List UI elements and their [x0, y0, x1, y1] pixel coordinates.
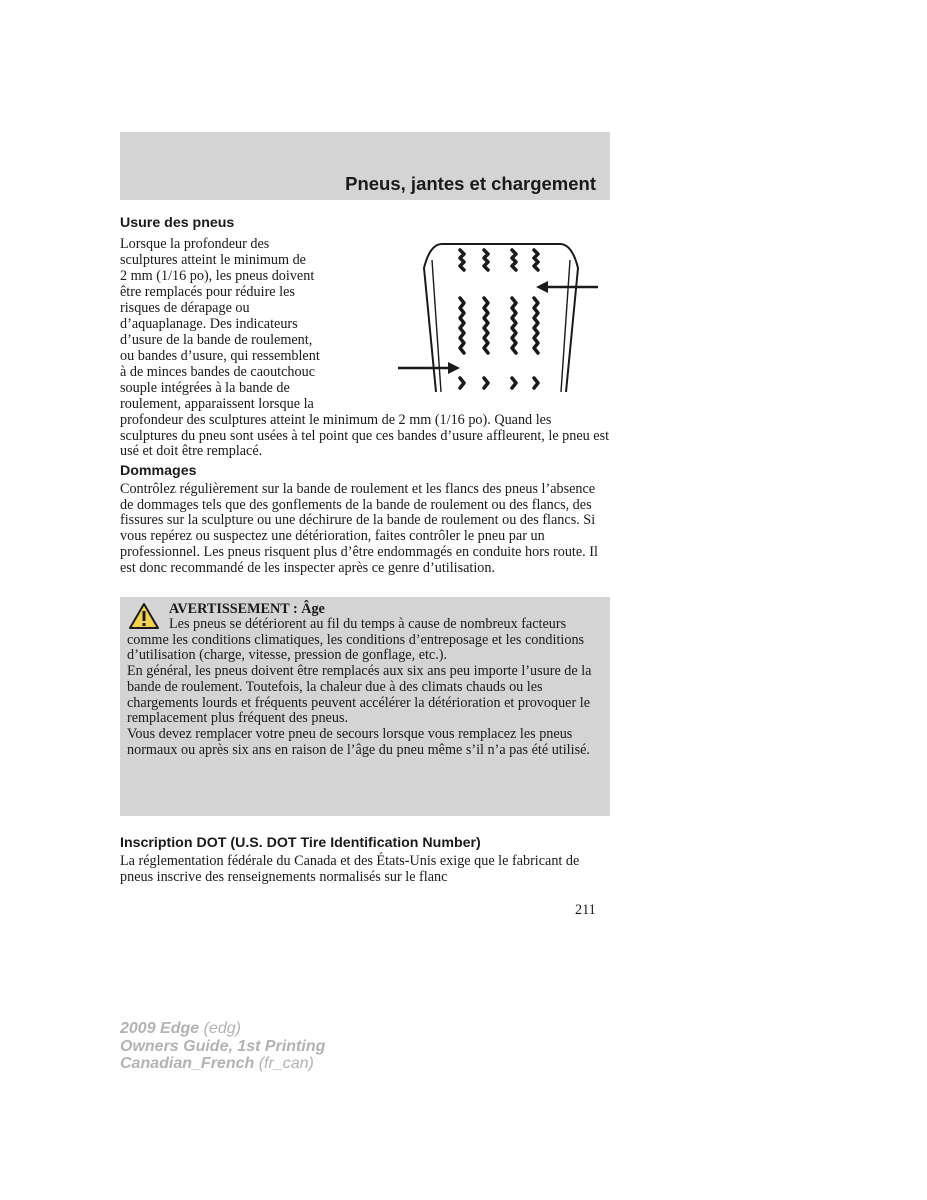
- tire-tread-wear-indicator-illustration: [396, 240, 602, 400]
- text-line: être remplacés pour réduire les: [120, 284, 295, 300]
- footer-language: Canadian_French: [120, 1055, 255, 1072]
- warning-paragraph-2: En général, les pneus doivent être remplacés aux six ans peu importe l’usure de la bande de roulement. Toutefois, la chaleur due à des climats chauds ou les chargements lourds et fréquents peuvent accélérer la détérioration et provoquer le remplacement plus fréquent des pneus.: [127, 663, 592, 727]
- heading-dot-inscription: Inscription DOT (U.S. DOT Tire Identification Number): [120, 835, 481, 851]
- warning-title: AVERTISSEMENT : Âge: [169, 601, 325, 617]
- warning-paragraph-3: Vous devez remplacer votre pneu de secours lorsque vous remplacez les pneus normaux ou après six ans en raison de l’âge du pneu même s’il n’a pas été utilisé.: [127, 725, 590, 758]
- text-line: risques de dérapage ou: [120, 300, 250, 316]
- tire-wear-text-continued: profondeur des sculptures atteint le minimum de 2 mm (1/16 po). Quand les sculptures du pneu sont usées à tel point que ces bandes d’usure affleurent, le pneu est usé et doit être remplacé.: [120, 412, 610, 460]
- text-line: ou bandes d’usure, qui ressemblent: [120, 348, 320, 364]
- text-line: d’aquaplanage. Des indicateurs: [120, 316, 298, 332]
- footer-imprint: [120, 1020, 325, 1073]
- heading-damage: Dommages: [120, 463, 197, 479]
- text-line: d’usure de la bande de roulement,: [120, 332, 313, 348]
- text-line: roulement, apparaissent lorsque la: [120, 396, 314, 412]
- text-line: 2 mm (1/16 po), les pneus doivent: [120, 268, 315, 284]
- damage-text: Contrôlez régulièrement sur la bande de roulement et les flancs des pneus l’absence de dommages tels que des gonflements de la bande de roulement ou des flancs, des fissures sur la sculpture ou une déchirure de la bande de roulement ou des flancs. Si vous repérez ou suspectez une détérioration, faites contrôler le pneu par un professionnel. Les pneus risquent plus d’être endommagés en conduite hors route. Il est donc recommandé de les inspecter après ce genre d’utilisation.: [120, 481, 598, 576]
- warning-paragraph-1: Les pneus se détériorent au fil du temps à cause de nombreux facteurs comme les conditions climatiques, les conditions d’entreposage et les conditions d’utilisation (charge, vitesse, pression de gonflage, etc.).: [127, 616, 585, 664]
- dot-text: La réglementation fédérale du Canada et des États-Unis exige que le fabricant de pneus inscrive des renseignements normalisés sur le flanc: [120, 853, 580, 885]
- warning-box: [120, 597, 610, 816]
- text-line: Lorsque la profondeur des: [120, 236, 270, 252]
- text-line: à de minces bandes de caoutchouc: [120, 364, 315, 380]
- text-line: souple intégrées à la bande de: [120, 380, 290, 396]
- section-title: Pneus, jantes et chargement: [345, 173, 596, 194]
- warning-text: [127, 617, 605, 758]
- text-line: sculptures atteint le minimum de: [120, 252, 306, 268]
- footer-model-code: (edg): [203, 1020, 241, 1037]
- footer-model: 2009 Edge: [120, 1020, 200, 1037]
- section-header: [120, 132, 610, 200]
- heading-tire-wear: Usure des pneus: [120, 215, 235, 231]
- page-number: 211: [575, 902, 596, 918]
- footer-guide: Owners Guide, 1st Printing: [120, 1037, 326, 1055]
- footer-language-code: (fr_can): [258, 1055, 314, 1072]
